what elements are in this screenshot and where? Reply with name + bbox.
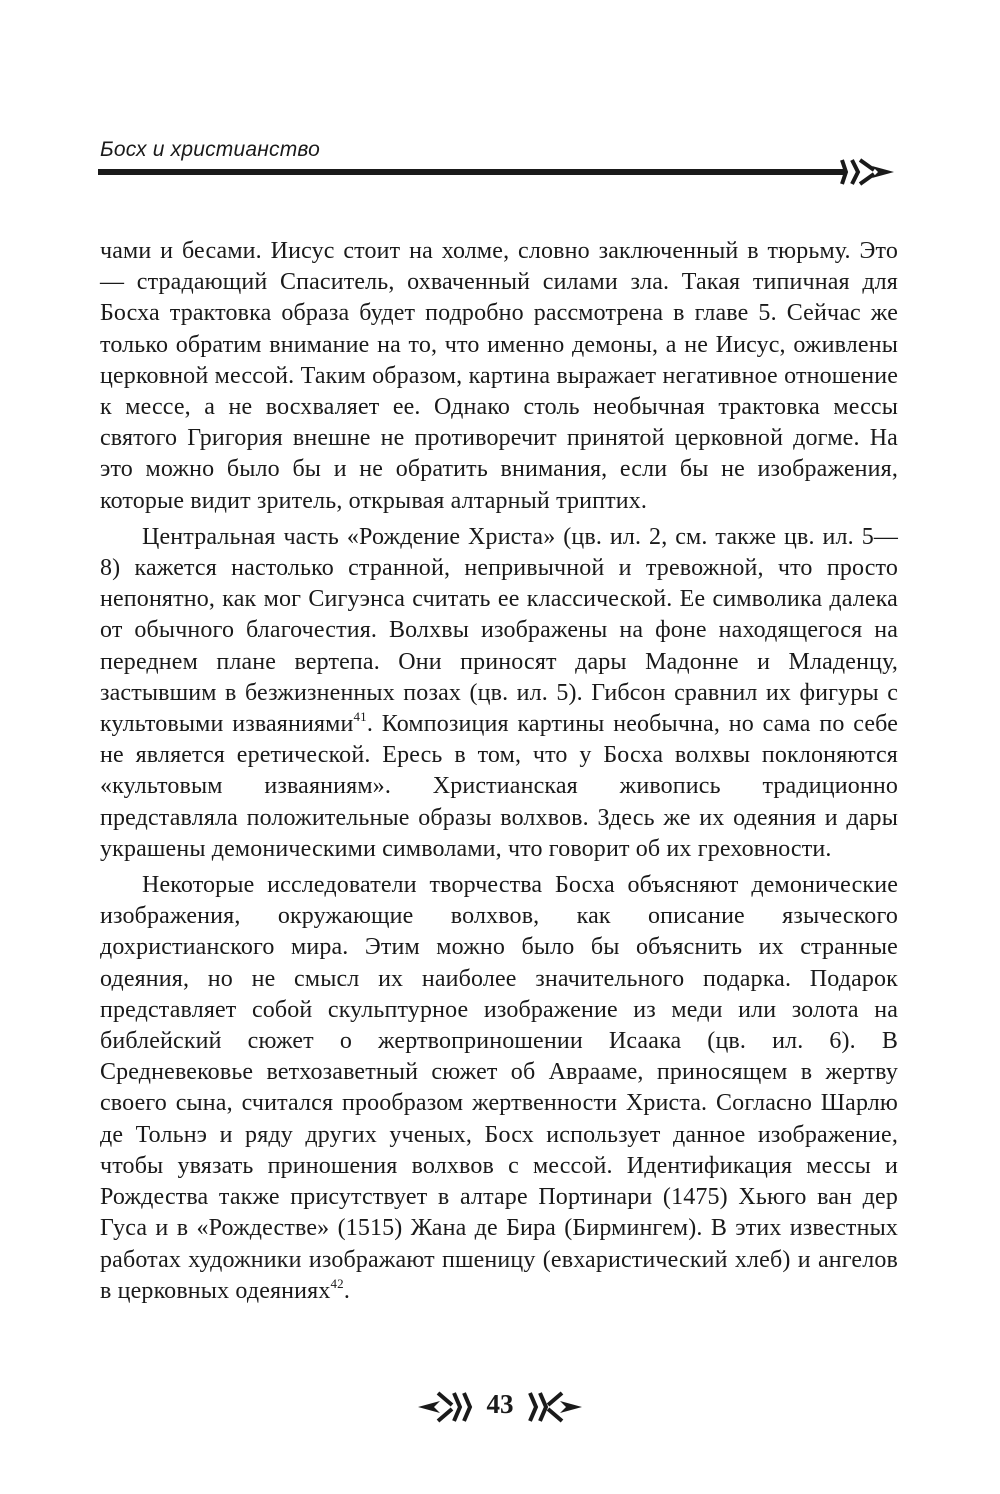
footnote-ref-42: 42: [330, 1275, 344, 1291]
paragraph-3-end: .: [343, 1277, 350, 1304]
paragraph-3-text: Некоторые исследователи творчества Босха объясняют демонические изображения, окружающие волхвов, как описание языческого дохристианского мира. Этим можно было бы объяснить их странные одеяния, но не смысл их наиболее значительного подарка. Подарок представляет собой скульптурное изображение из меди или золота на библейский сюжет о жертвоприношении Исаака (цв. ил. 6). В Средневековье ветхозаветный сюжет об Аврааме, приносящем в жертву своего сына, считался прообразом жертвенности Христа. Согласно Шарлю де Тольнэ и ряду других ученых, Босх использует данное изображение, чтобы увязать приношения волхвов с мессой. Идентификация мессы и Рождества также присутствует в алтаре Портинари (1475) Хьюго ван дер Гуса и в «Рождестве» (1515) Жана де Бира (Бирмингем). В этих известных работах художники изображают пшеницу (евхаристический хлеб) и ангелов в церковных одеяниях: [100, 872, 898, 1304]
paragraph-3: [100, 870, 898, 1307]
paragraph-2-part-a: Центральная часть «Рождение Христа» (цв. ил. 2, см. также цв. ил. 5—8) кажется настолько странной, непривычной и тревожной, что просто непонятно, как мог Сигуэнса считать ее классической. Ее символика далека от обычного благочестия. Волхвы изображены на фоне находящегося на переднем плане вертепа. Они приносят дары Мадонне и Младенцу, застывшим в безжизненных позах (цв. ил. 5). Гибсон сравнил их фигуры с культовыми изваяниями: [100, 523, 898, 738]
paragraph-1: чами и бесами. Иисус стоит на холме, словно заключенный в тюрьму. Это — страдающий Спаситель, охваченный силами зла. Такая типичная для Босха трактовка образа будет подробно рассмотрена в главе 5. Сейчас же только обратим внимание на то, что именно демоны, а не Иисус, оживлены церковной мессой. Таким образом, картина выражает негативное отношение к мессе, а не восхваляет ее. Однако столь необычная трактовка мессы святого Григория внешне не противоречит принятой церковной догме. На это можно было бы и не обратить внимания, если бы не изображения, которые видит зритель, открывая алтарный триптих.: [100, 238, 898, 514]
left-arrow-ornament-icon: [418, 1389, 476, 1425]
paragraph-2-part-b: . Композиция картины необычна, но сама по себе не является еретической. Ересь в том, что у Босха волхвы поклоняются «культовым изваяниям». Христианская живопись традиционно представляла положительные образы волхвов. Здесь же их одеяния и дары украшены демоническими символами, что говорит об их греховности.: [100, 711, 899, 862]
footnote-ref-41: 41: [353, 709, 367, 725]
right-arrow-ornament-icon: [524, 1389, 582, 1425]
arrow-ornament-icon: [836, 152, 896, 192]
header-rule: [98, 169, 846, 175]
page-number-ornament: [418, 1383, 582, 1431]
paragraph-2: [100, 522, 898, 865]
running-title: Босх и христианство: [100, 138, 320, 161]
page-number: 43: [486, 1389, 514, 1419]
main-text: [100, 236, 898, 1307]
